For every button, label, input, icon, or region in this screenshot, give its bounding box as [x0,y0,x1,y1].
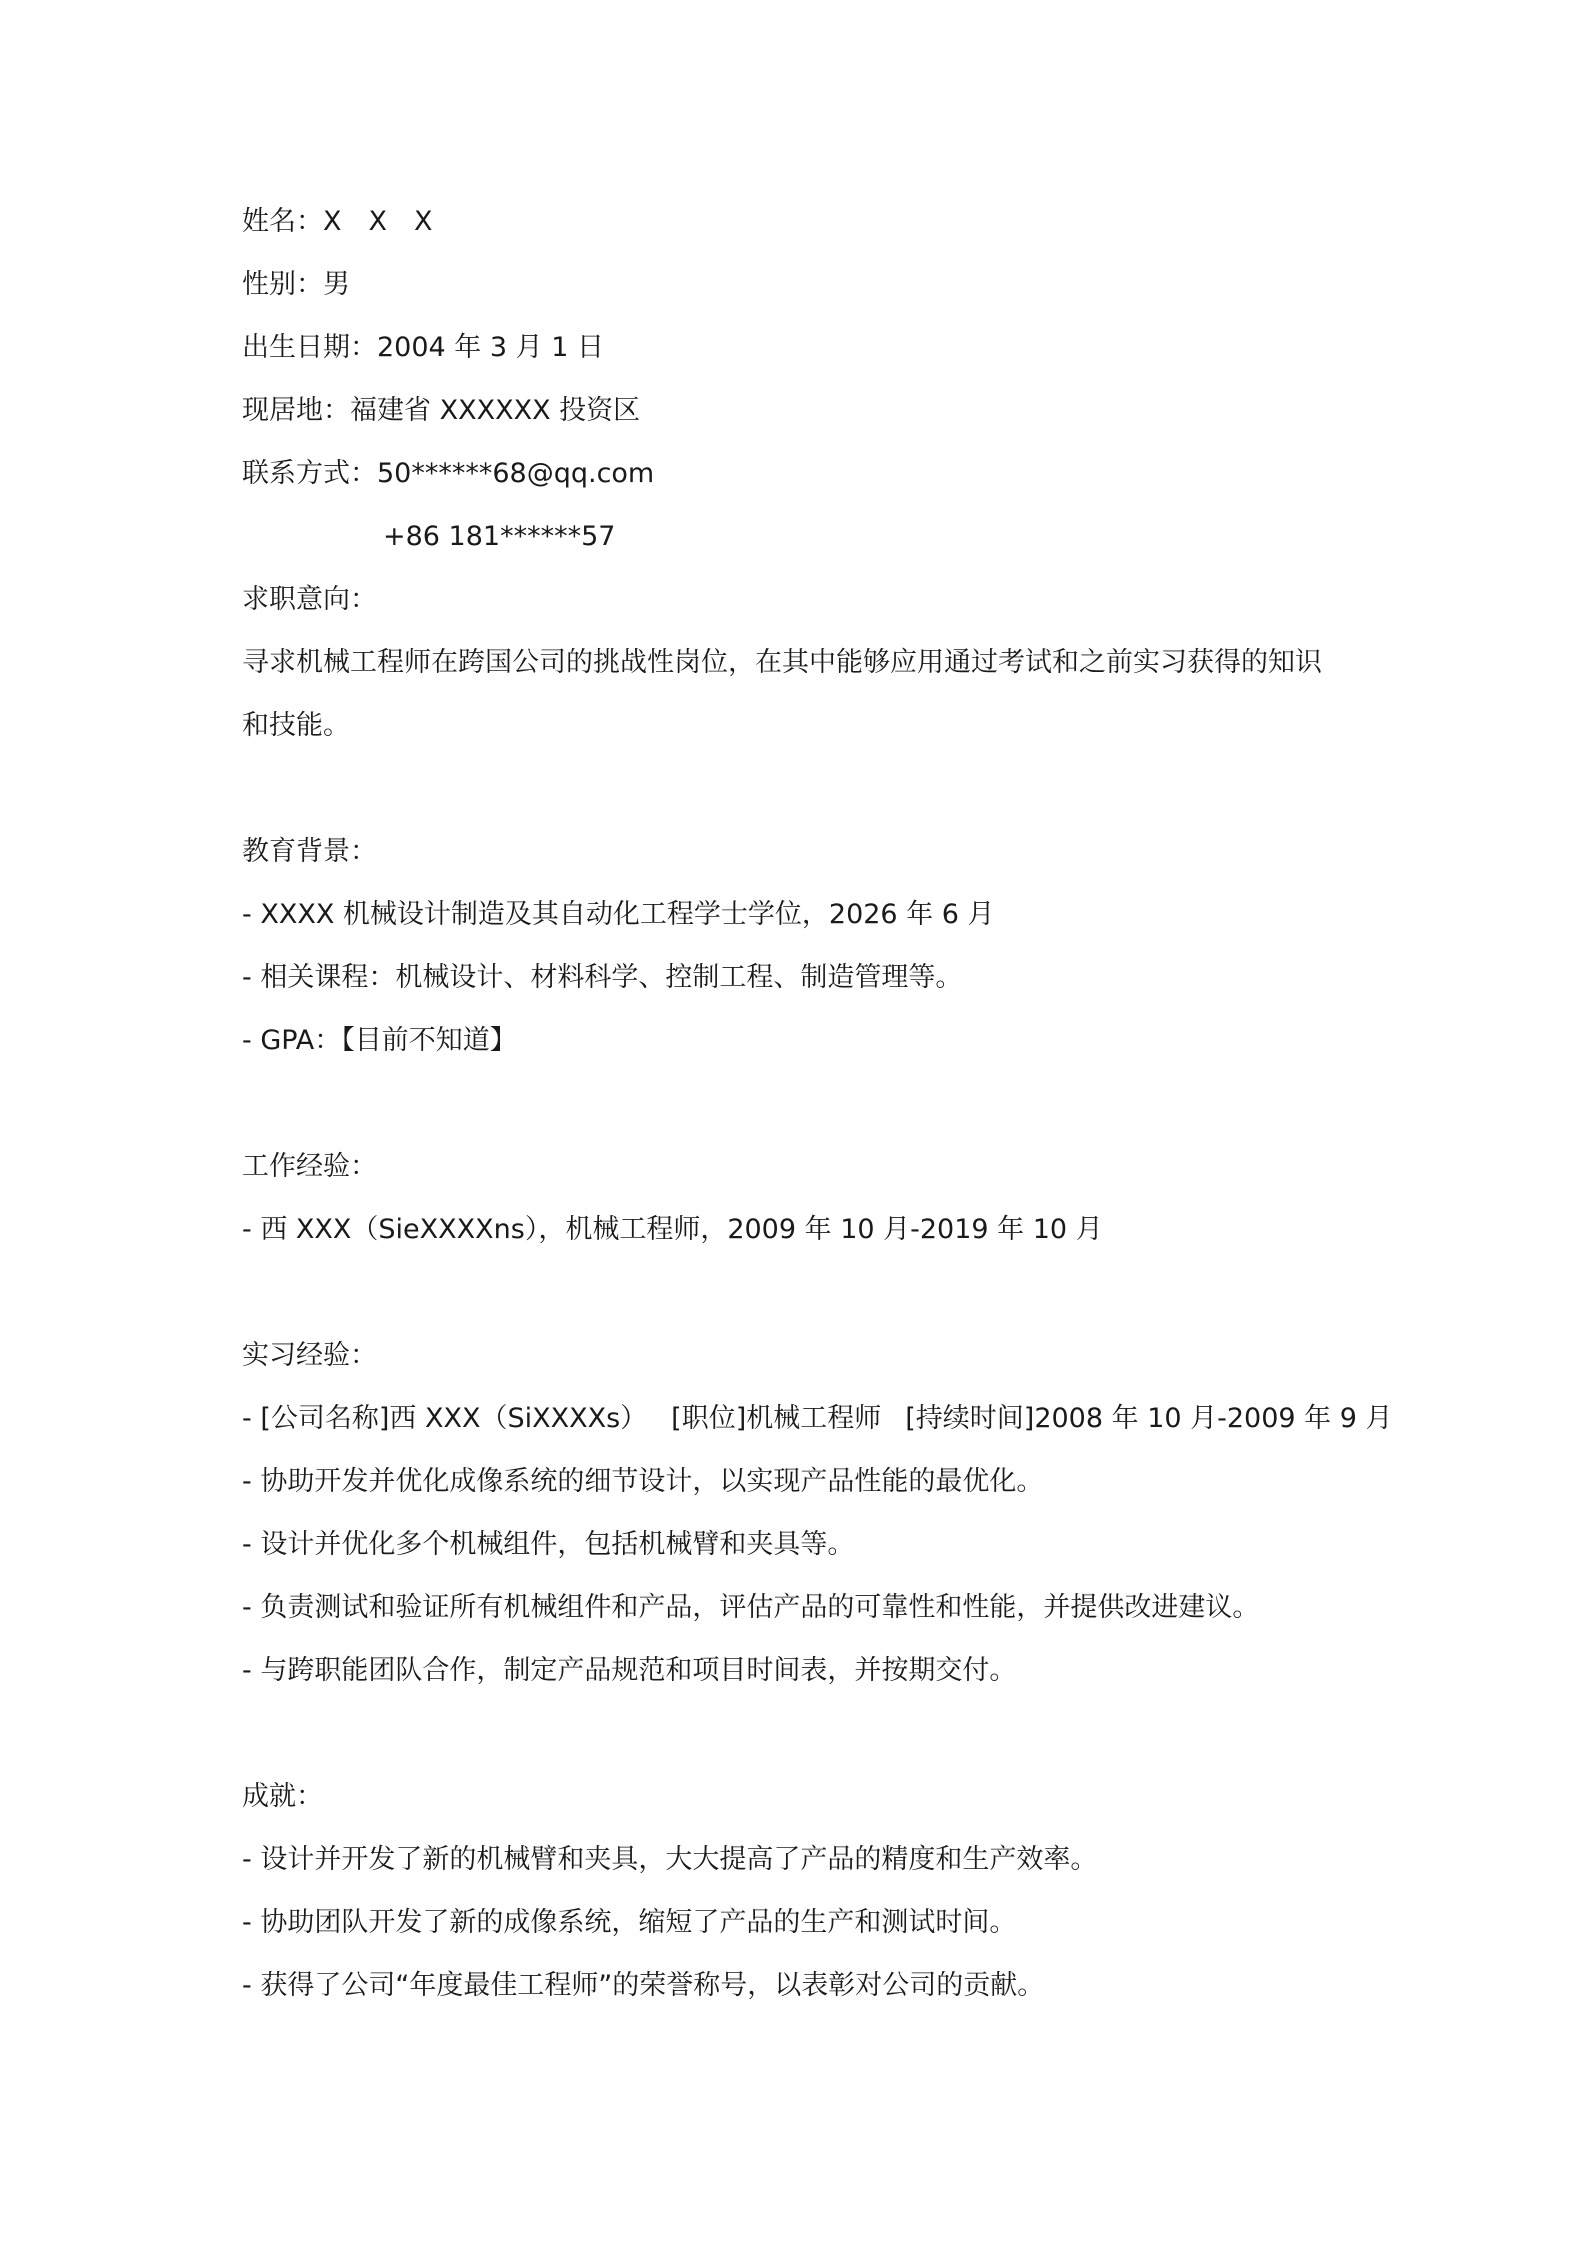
internship-heading: 实习经验： [242,1340,377,1371]
contact-phone: +86 181******57 [383,521,616,552]
name-row [242,190,1362,253]
objective-text-line-2: 和技能。 [242,710,350,741]
internship-duration: [持续时间]2008 年 10 月-2009 年 9 月 [905,1403,1393,1434]
internship-entry [242,1387,1393,1450]
achievement-item: - 获得了公司“年度最佳工程师”的荣誉称号，以表彰对公司的贡献。 [242,1970,1045,2001]
education-heading: 教育背景： [242,836,377,867]
birth-row [242,316,1362,379]
name-value: X X X [323,206,433,237]
education-item: - GPA：【目前不知道】 [242,1025,517,1056]
education-item: - 相关课程：机械设计、材料科学、控制工程、制造管理等。 [242,962,963,993]
internship-item: - 设计并优化多个机械组件，包括机械臂和夹具等。 [242,1529,855,1560]
section-spacer [242,1072,1362,1135]
education-item: - XXXX 机械设计制造及其自动化工程学士学位，2026 年 6 月 [242,899,995,930]
internship-position: [职位]机械工程师 [671,1403,882,1434]
internship-item: - 负责测试和验证所有机械组件和产品，评估产品的可靠性和性能，并提供改进建议。 [242,1592,1260,1623]
birth-label: 出生日期： [242,332,377,363]
resume-document [242,190,1393,2017]
contact-phone-row [242,505,1362,568]
birth-value: 2004 年 3 月 1 日 [377,332,604,363]
section-spacer [242,1261,1362,1324]
gender-label: 性别： [242,269,323,300]
contact-label: 联系方式： [242,458,377,489]
achievement-item: - 设计并开发了新的机械臂和夹具，大大提高了产品的精度和生产效率。 [242,1844,1098,1875]
objective-text-line-1: 寻求机械工程师在跨国公司的挑战性岗位，在其中能够应用通过考试和之前实习获得的知识 [242,647,1322,678]
objective-heading: 求职意向： [242,584,377,615]
residence-value: 福建省 XXXXXX 投资区 [350,395,641,426]
internship-item: - 与跨职能团队合作，制定产品规范和项目时间表，并按期交付。 [242,1655,1017,1686]
contact-email: 50******68@qq.com [377,458,655,489]
work-heading: 工作经验： [242,1151,377,1182]
internship-item: - 协助开发并优化成像系统的细节设计，以实现产品性能的最优化。 [242,1466,1044,1497]
internship-company: - [公司名称]西 XXX（SiXXXXs） [242,1403,648,1434]
name-label: 姓名： [242,206,323,237]
residence-label: 现居地： [242,395,350,426]
contact-row [242,442,1362,505]
work-item: - 西 XXX（SieXXXXns），机械工程师，2009 年 10 月-2019 年 10 月 [242,1214,1103,1245]
gender-row [242,253,1362,316]
achievement-item: - 协助团队开发了新的成像系统，缩短了产品的生产和测试时间。 [242,1907,1017,1938]
residence-row [242,379,1362,442]
gender-value: 男 [323,269,350,300]
section-spacer [242,1702,1362,1765]
achievements-heading: 成就： [242,1781,323,1812]
section-spacer [242,757,1362,820]
